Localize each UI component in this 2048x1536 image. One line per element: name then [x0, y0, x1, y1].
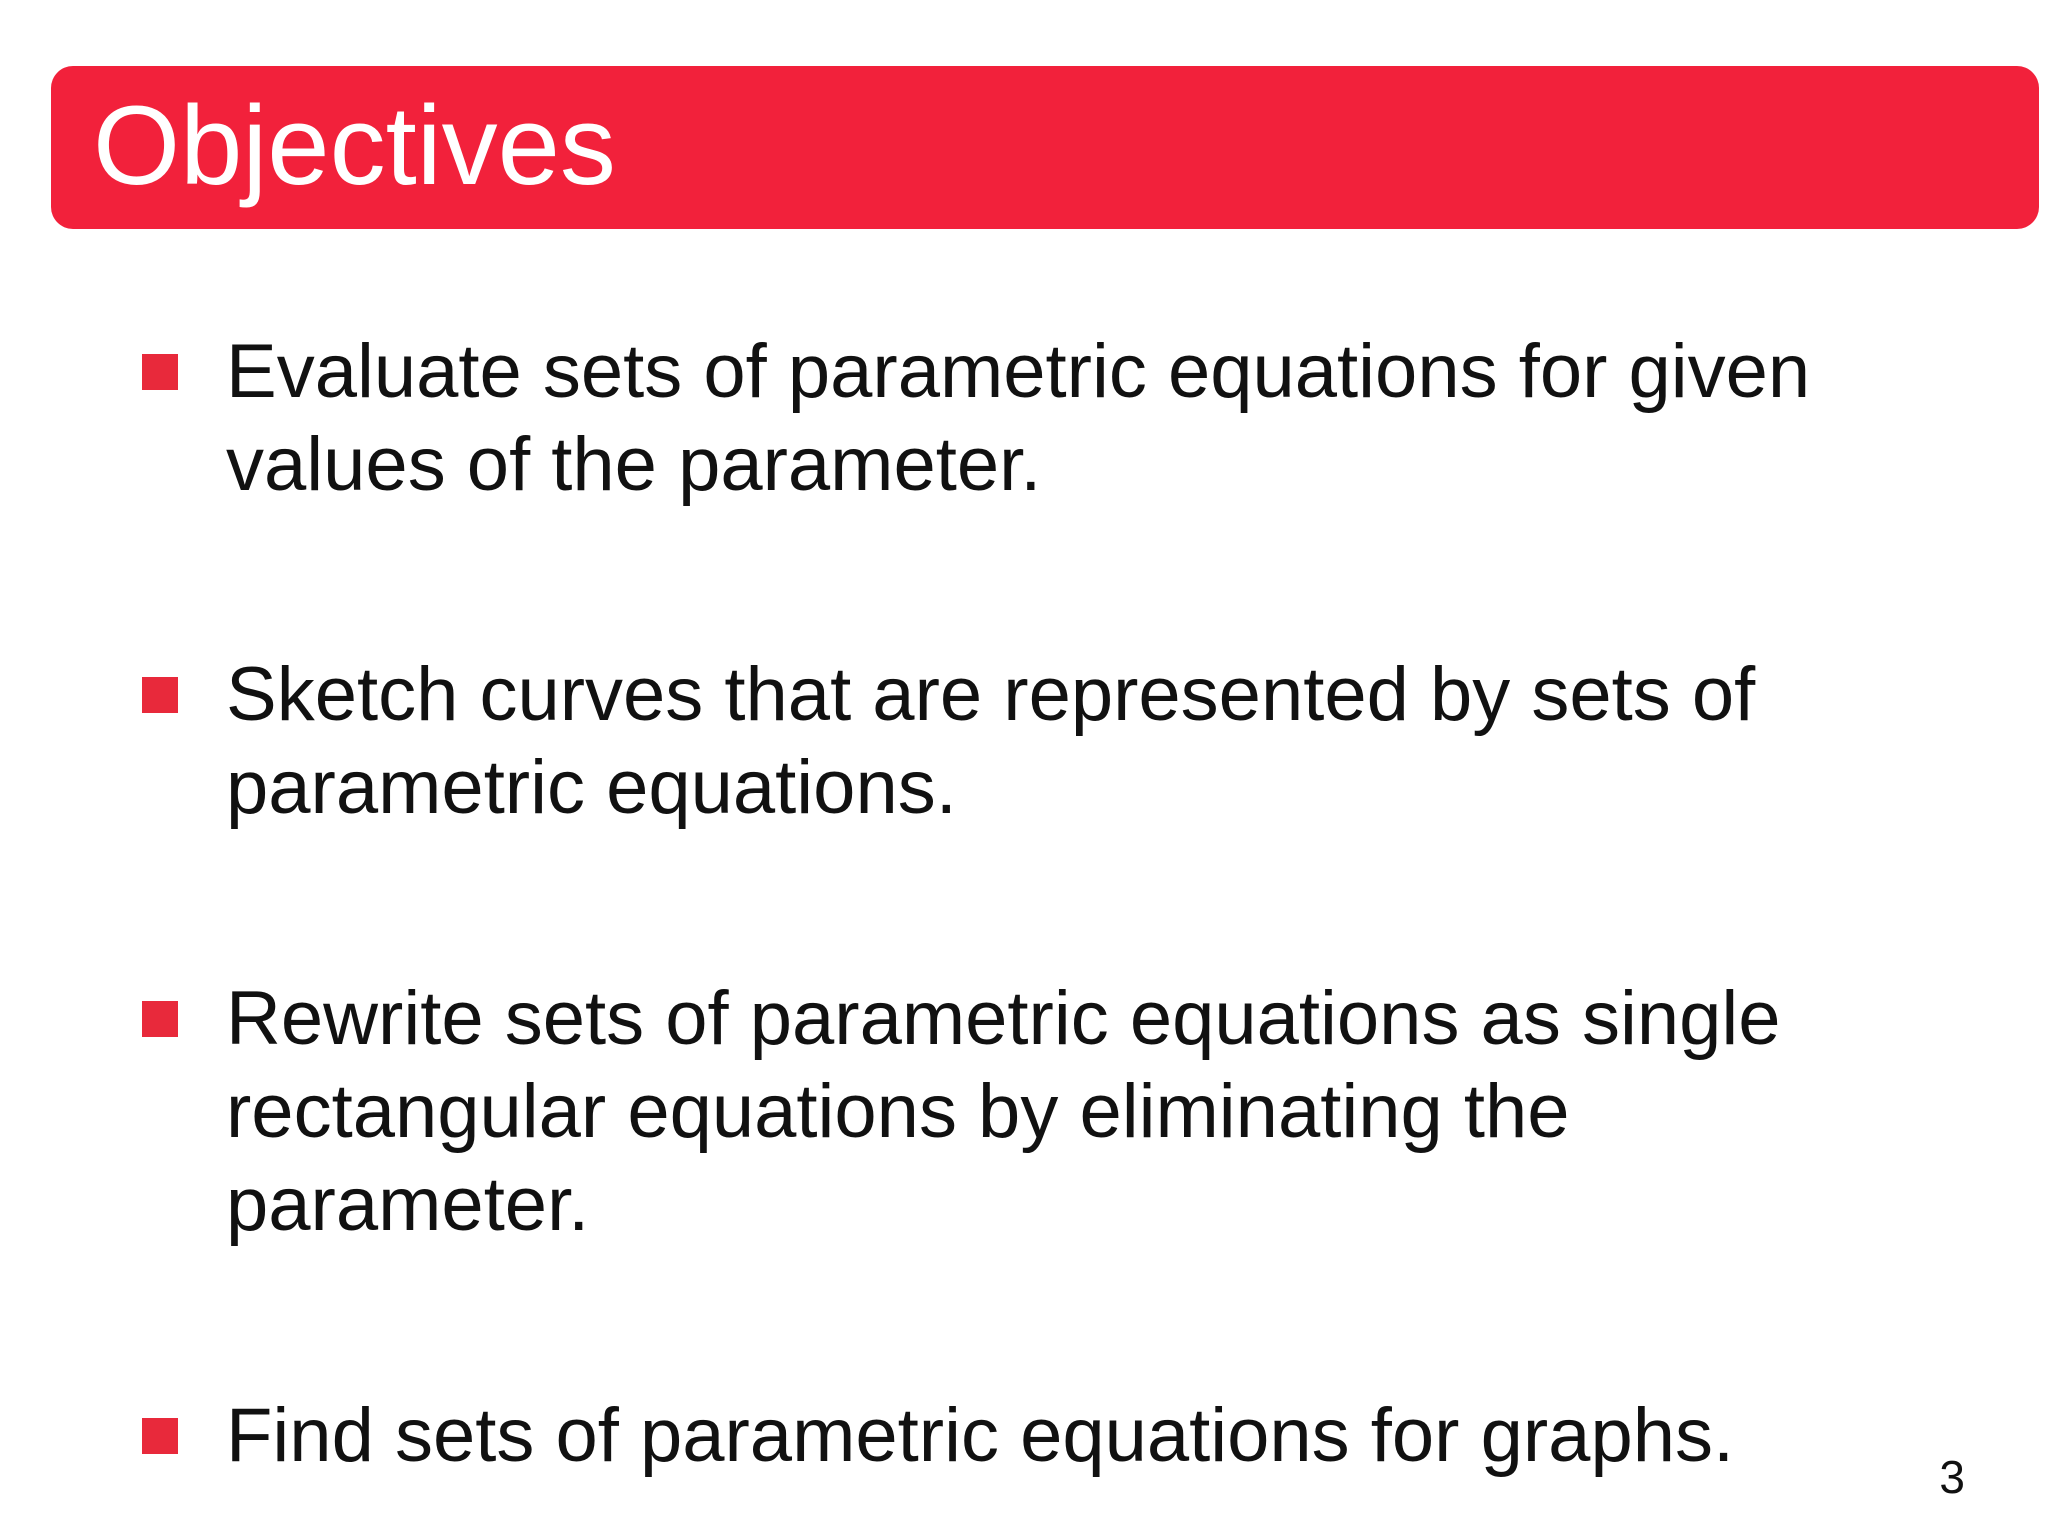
list-item-text: Find sets of parametric equations for graphs. — [226, 1393, 1735, 1478]
slide-title: Objectives — [93, 82, 616, 208]
list-item-text: Rewrite sets of parametric equations as single rectangular equations by eliminating the parameter. — [226, 976, 1781, 1247]
square-bullet-icon — [142, 1418, 178, 1454]
square-bullet-icon — [142, 1001, 178, 1037]
page-number: 3 — [1939, 1451, 1965, 1503]
list-item-text: Sketch curves that are represented by sets of parametric equations. — [226, 652, 1756, 830]
list-item-text: Evaluate sets of parametric equations for given values of the parameter. — [226, 329, 1811, 507]
square-bullet-icon — [142, 354, 178, 390]
square-bullet-icon — [142, 677, 178, 713]
